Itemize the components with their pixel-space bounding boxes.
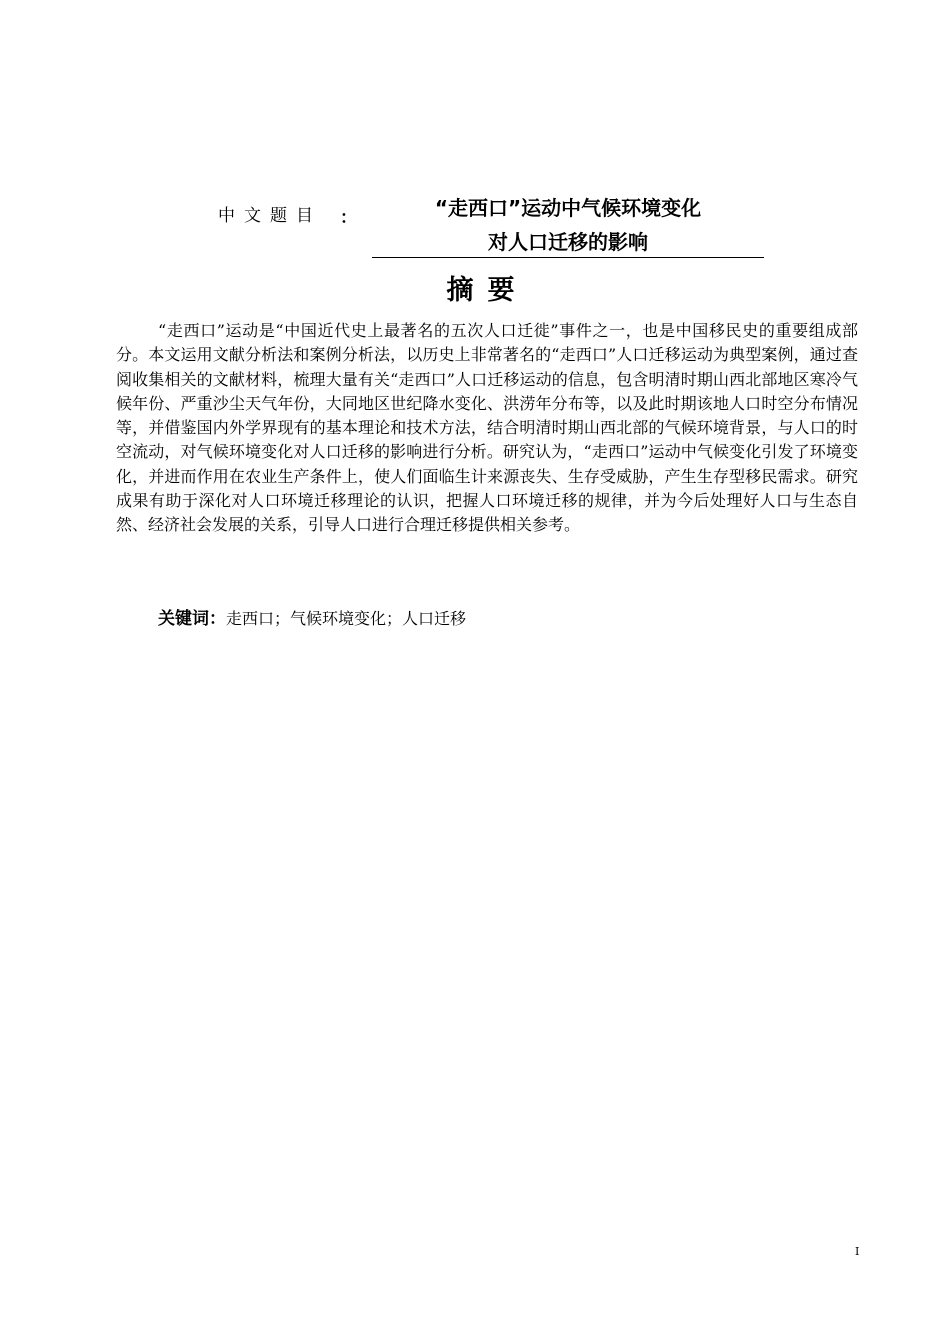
title-line-1: “走西口”运动中气候环境变化: [434, 196, 702, 220]
keywords-label: 关键词：: [158, 609, 226, 629]
keywords-line: [158, 607, 466, 631]
title-line-2: 对人口迁移的影响: [488, 230, 648, 254]
title-colon: ：: [340, 208, 357, 228]
title-underline: [372, 257, 764, 258]
abstract-body: “走西口”运动是“中国近代史上最著名的五次人口迁徙”事件之一，也是中国移民史的重要组成部分。本文运用文献分析法和案例分析法，以历史上非常著名的“走西口”人口迁移运动为典型案例，通过查阅收集相关的文献材料，梳理大量有关“走西口”人口迁移运动的信息，包含明清时期山西北部地区寒冷气候年份、严重沙尘天气年份，大同地区世纪降水变化、洪涝年分布等，以及此时期该地人口时空分布情况等，并借鉴国内外学界现有的基本理论和技术方法，结合明清时期山西北部的气候环境背景，与人口的时空流动，对气候环境变化对人口迁移的影响进行分析。研究认为，“走西口”运动中气候变化引发了环境变化，并进而作用在农业生产条件上，使人们面临生计来源丧失、生存受威胁，产生生存型移民需求。研究成果有助于深化对人口环境迁移理论的认识，把握人口环境迁移的规律，并为今后处理好人口与生态自然、经济社会发展的关系，引导人口进行合理迁移提供相关参考。: [116, 321, 858, 535]
page-number: I: [855, 1245, 860, 1258]
keywords-value: 走西口；气候环境变化；人口迁移: [226, 609, 467, 628]
abstract-heading: 摘要: [446, 275, 529, 306]
title-label: 中文题目: [218, 206, 322, 226]
